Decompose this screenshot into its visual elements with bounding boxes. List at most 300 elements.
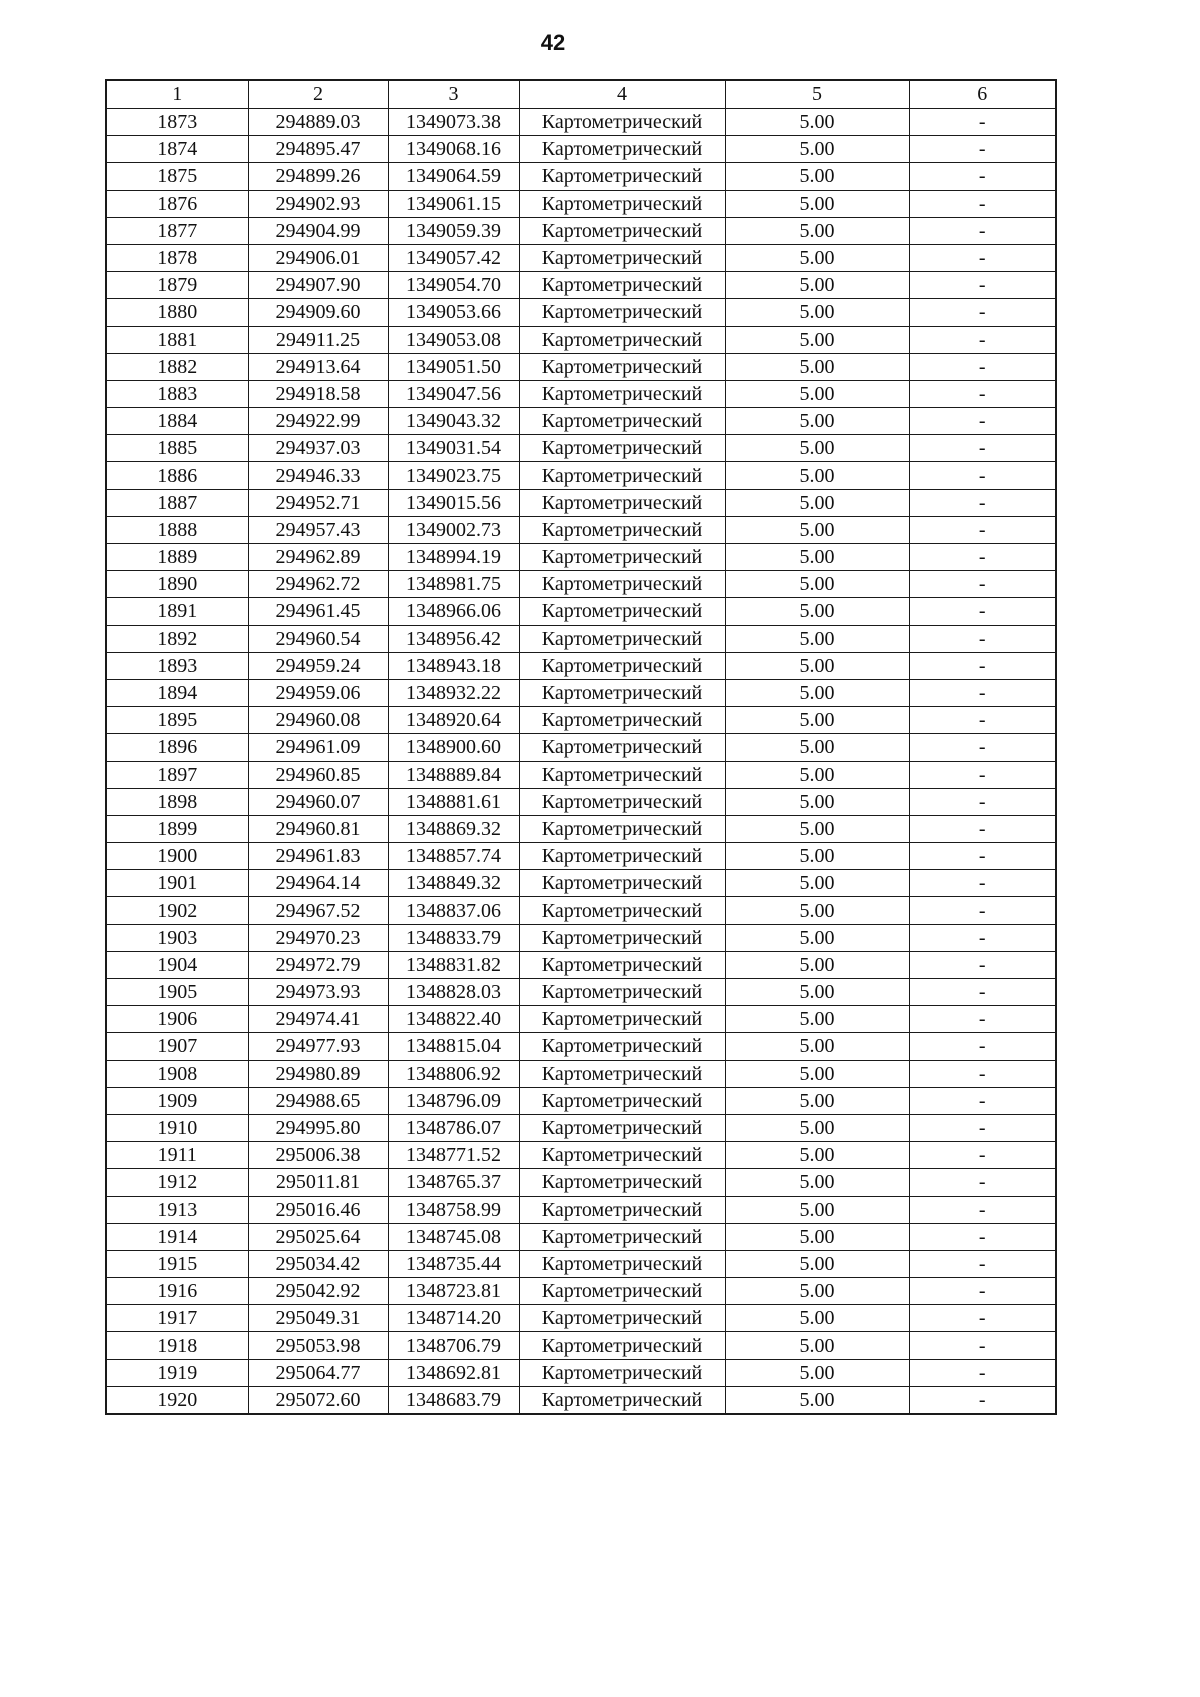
point-number-cell: 1902 (106, 897, 248, 924)
method-cell: Картометрический (519, 843, 725, 870)
x-coordinate-cell: 294977.93 (248, 1033, 388, 1060)
accuracy-cell: 5.00 (725, 598, 909, 625)
method-cell: Картометрический (519, 163, 725, 190)
note-cell: - (909, 815, 1056, 842)
note-cell: - (909, 788, 1056, 815)
x-coordinate-cell: 294967.52 (248, 897, 388, 924)
table-row (106, 734, 1056, 761)
y-coordinate-cell: 1348735.44 (388, 1250, 519, 1277)
note-cell: - (909, 462, 1056, 489)
x-coordinate-cell: 295006.38 (248, 1142, 388, 1169)
table-row (106, 190, 1056, 217)
x-coordinate-cell: 294952.71 (248, 489, 388, 516)
x-coordinate-cell: 294918.58 (248, 380, 388, 407)
accuracy-cell: 5.00 (725, 679, 909, 706)
column-header: 4 (519, 80, 725, 109)
method-cell: Картометрический (519, 462, 725, 489)
point-number-cell: 1892 (106, 625, 248, 652)
note-cell: - (909, 516, 1056, 543)
table-row (106, 924, 1056, 951)
note-cell: - (909, 489, 1056, 516)
x-coordinate-cell: 294922.99 (248, 408, 388, 435)
point-number-cell: 1899 (106, 815, 248, 842)
accuracy-cell: 5.00 (725, 815, 909, 842)
note-cell: - (909, 244, 1056, 271)
method-cell: Картометрический (519, 1060, 725, 1087)
accuracy-cell: 5.00 (725, 707, 909, 734)
accuracy-cell: 5.00 (725, 489, 909, 516)
note-cell: - (909, 761, 1056, 788)
note-cell: - (909, 136, 1056, 163)
x-coordinate-cell: 294889.03 (248, 109, 388, 136)
accuracy-cell: 5.00 (725, 1142, 909, 1169)
y-coordinate-cell: 1349002.73 (388, 516, 519, 543)
point-number-cell: 1920 (106, 1386, 248, 1414)
point-number-cell: 1878 (106, 244, 248, 271)
method-cell: Картометрический (519, 408, 725, 435)
y-coordinate-cell: 1348920.64 (388, 707, 519, 734)
method-cell: Картометрический (519, 598, 725, 625)
x-coordinate-cell: 294964.14 (248, 870, 388, 897)
point-number-cell: 1919 (106, 1359, 248, 1386)
note-cell: - (909, 652, 1056, 679)
y-coordinate-cell: 1348692.81 (388, 1359, 519, 1386)
x-coordinate-cell: 295053.98 (248, 1332, 388, 1359)
y-coordinate-cell: 1348837.06 (388, 897, 519, 924)
method-cell: Картометрический (519, 244, 725, 271)
point-number-cell: 1906 (106, 1006, 248, 1033)
table-row (106, 244, 1056, 271)
accuracy-cell: 5.00 (725, 462, 909, 489)
accuracy-cell: 5.00 (725, 1060, 909, 1087)
x-coordinate-cell: 295034.42 (248, 1250, 388, 1277)
point-number-cell: 1877 (106, 217, 248, 244)
accuracy-cell: 5.00 (725, 244, 909, 271)
point-number-cell: 1891 (106, 598, 248, 625)
method-cell: Картометрический (519, 1033, 725, 1060)
x-coordinate-cell: 295011.81 (248, 1169, 388, 1196)
y-coordinate-cell: 1349051.50 (388, 353, 519, 380)
note-cell: - (909, 1033, 1056, 1060)
table-row (106, 380, 1056, 407)
method-cell: Картометрический (519, 979, 725, 1006)
point-number-cell: 1916 (106, 1278, 248, 1305)
x-coordinate-cell: 294960.08 (248, 707, 388, 734)
method-cell: Картометрический (519, 435, 725, 462)
point-number-cell: 1873 (106, 109, 248, 136)
y-coordinate-cell: 1348849.32 (388, 870, 519, 897)
point-number-cell: 1904 (106, 951, 248, 978)
point-number-cell: 1915 (106, 1250, 248, 1277)
note-cell: - (909, 272, 1056, 299)
table-row (106, 707, 1056, 734)
point-number-cell: 1903 (106, 924, 248, 951)
note-cell: - (909, 1359, 1056, 1386)
x-coordinate-cell: 294970.23 (248, 924, 388, 951)
y-coordinate-cell: 1348786.07 (388, 1114, 519, 1141)
accuracy-cell: 5.00 (725, 1250, 909, 1277)
point-number-cell: 1886 (106, 462, 248, 489)
accuracy-cell: 5.00 (725, 1386, 909, 1414)
accuracy-cell: 5.00 (725, 435, 909, 462)
accuracy-cell: 5.00 (725, 897, 909, 924)
table-row (106, 1386, 1056, 1414)
x-coordinate-cell: 294937.03 (248, 435, 388, 462)
table-row (106, 299, 1056, 326)
x-coordinate-cell: 294980.89 (248, 1060, 388, 1087)
method-cell: Картометрический (519, 761, 725, 788)
method-cell: Картометрический (519, 1305, 725, 1332)
accuracy-cell: 5.00 (725, 951, 909, 978)
table-row (106, 1169, 1056, 1196)
table-row (106, 1142, 1056, 1169)
table-row (106, 1060, 1056, 1087)
accuracy-cell: 5.00 (725, 1359, 909, 1386)
table-row (106, 326, 1056, 353)
y-coordinate-cell: 1348889.84 (388, 761, 519, 788)
table-row (106, 897, 1056, 924)
method-cell: Картометрический (519, 1386, 725, 1414)
x-coordinate-cell: 294960.85 (248, 761, 388, 788)
point-number-cell: 1897 (106, 761, 248, 788)
method-cell: Картометрический (519, 190, 725, 217)
x-coordinate-cell: 294962.72 (248, 571, 388, 598)
point-number-cell: 1875 (106, 163, 248, 190)
y-coordinate-cell: 1348932.22 (388, 679, 519, 706)
y-coordinate-cell: 1349073.38 (388, 109, 519, 136)
method-cell: Картометрический (519, 1087, 725, 1114)
accuracy-cell: 5.00 (725, 843, 909, 870)
table-row (106, 353, 1056, 380)
x-coordinate-cell: 294961.45 (248, 598, 388, 625)
column-header: 1 (106, 80, 248, 109)
method-cell: Картометрический (519, 299, 725, 326)
method-cell: Картометрический (519, 1169, 725, 1196)
note-cell: - (909, 1332, 1056, 1359)
y-coordinate-cell: 1348966.06 (388, 598, 519, 625)
table-row (106, 109, 1056, 136)
column-header: 2 (248, 80, 388, 109)
x-coordinate-cell: 294959.06 (248, 679, 388, 706)
x-coordinate-cell: 294911.25 (248, 326, 388, 353)
x-coordinate-cell: 294972.79 (248, 951, 388, 978)
method-cell: Картометрический (519, 951, 725, 978)
note-cell: - (909, 870, 1056, 897)
point-number-cell: 1905 (106, 979, 248, 1006)
y-coordinate-cell: 1349061.15 (388, 190, 519, 217)
point-number-cell: 1888 (106, 516, 248, 543)
page-number: 42 (540, 30, 566, 55)
note-cell: - (909, 217, 1056, 244)
method-cell: Картометрический (519, 109, 725, 136)
table-header (106, 80, 1056, 109)
x-coordinate-cell: 294960.54 (248, 625, 388, 652)
note-cell: - (909, 1305, 1056, 1332)
table-row (106, 843, 1056, 870)
y-coordinate-cell: 1348831.82 (388, 951, 519, 978)
x-coordinate-cell: 294899.26 (248, 163, 388, 190)
method-cell: Картометрический (519, 516, 725, 543)
point-number-cell: 1874 (106, 136, 248, 163)
y-coordinate-cell: 1348771.52 (388, 1142, 519, 1169)
accuracy-cell: 5.00 (725, 870, 909, 897)
x-coordinate-cell: 294959.24 (248, 652, 388, 679)
accuracy-cell: 5.00 (725, 516, 909, 543)
method-cell: Картометрический (519, 217, 725, 244)
note-cell: - (909, 625, 1056, 652)
y-coordinate-cell: 1348981.75 (388, 571, 519, 598)
note-cell: - (909, 190, 1056, 217)
note-cell: - (909, 435, 1056, 462)
y-coordinate-cell: 1348765.37 (388, 1169, 519, 1196)
x-coordinate-cell: 295064.77 (248, 1359, 388, 1386)
accuracy-cell: 5.00 (725, 734, 909, 761)
table-row (106, 679, 1056, 706)
x-coordinate-cell: 295072.60 (248, 1386, 388, 1414)
note-cell: - (909, 843, 1056, 870)
method-cell: Картометрический (519, 1006, 725, 1033)
accuracy-cell: 5.00 (725, 272, 909, 299)
method-cell: Картометрический (519, 788, 725, 815)
accuracy-cell: 5.00 (725, 136, 909, 163)
method-cell: Картометрический (519, 136, 725, 163)
x-coordinate-cell: 294960.07 (248, 788, 388, 815)
table-row (106, 136, 1056, 163)
accuracy-cell: 5.00 (725, 625, 909, 652)
note-cell: - (909, 707, 1056, 734)
point-number-cell: 1912 (106, 1169, 248, 1196)
table-row (106, 788, 1056, 815)
note-cell: - (909, 1087, 1056, 1114)
table-row (106, 1278, 1056, 1305)
table-row (106, 1006, 1056, 1033)
method-cell: Картометрический (519, 1278, 725, 1305)
note-cell: - (909, 109, 1056, 136)
x-coordinate-cell: 294960.81 (248, 815, 388, 842)
table-row (106, 1250, 1056, 1277)
table-row (106, 1114, 1056, 1141)
y-coordinate-cell: 1348900.60 (388, 734, 519, 761)
y-coordinate-cell: 1348758.99 (388, 1196, 519, 1223)
note-cell: - (909, 326, 1056, 353)
note-cell: - (909, 544, 1056, 571)
y-coordinate-cell: 1349064.59 (388, 163, 519, 190)
accuracy-cell: 5.00 (725, 1196, 909, 1223)
note-cell: - (909, 979, 1056, 1006)
method-cell: Картометрический (519, 679, 725, 706)
table-row (106, 1223, 1056, 1250)
accuracy-cell: 5.00 (725, 109, 909, 136)
method-cell: Картометрический (519, 897, 725, 924)
accuracy-cell: 5.00 (725, 217, 909, 244)
point-number-cell: 1896 (106, 734, 248, 761)
table-row (106, 652, 1056, 679)
accuracy-cell: 5.00 (725, 1033, 909, 1060)
note-cell: - (909, 734, 1056, 761)
x-coordinate-cell: 294913.64 (248, 353, 388, 380)
method-cell: Картометрический (519, 1142, 725, 1169)
table-row (106, 625, 1056, 652)
point-number-cell: 1895 (106, 707, 248, 734)
accuracy-cell: 5.00 (725, 1114, 909, 1141)
accuracy-cell: 5.00 (725, 924, 909, 951)
accuracy-cell: 5.00 (725, 1278, 909, 1305)
note-cell: - (909, 679, 1056, 706)
x-coordinate-cell: 294974.41 (248, 1006, 388, 1033)
table-row (106, 1305, 1056, 1332)
point-number-cell: 1914 (106, 1223, 248, 1250)
note-cell: - (909, 924, 1056, 951)
x-coordinate-cell: 295049.31 (248, 1305, 388, 1332)
accuracy-cell: 5.00 (725, 163, 909, 190)
method-cell: Картометрический (519, 625, 725, 652)
y-coordinate-cell: 1349059.39 (388, 217, 519, 244)
y-coordinate-cell: 1349068.16 (388, 136, 519, 163)
method-cell: Картометрический (519, 1196, 725, 1223)
table-body (106, 109, 1056, 1415)
table-row (106, 1087, 1056, 1114)
accuracy-cell: 5.00 (725, 788, 909, 815)
x-coordinate-cell: 295025.64 (248, 1223, 388, 1250)
note-cell: - (909, 353, 1056, 380)
note-cell: - (909, 408, 1056, 435)
table-row (106, 761, 1056, 788)
method-cell: Картометрический (519, 353, 725, 380)
point-number-cell: 1907 (106, 1033, 248, 1060)
note-cell: - (909, 598, 1056, 625)
table-row (106, 598, 1056, 625)
y-coordinate-cell: 1348796.09 (388, 1087, 519, 1114)
method-cell: Картометрический (519, 326, 725, 353)
table-row (106, 571, 1056, 598)
x-coordinate-cell: 294909.60 (248, 299, 388, 326)
accuracy-cell: 5.00 (725, 190, 909, 217)
column-header: 5 (725, 80, 909, 109)
x-coordinate-cell: 294957.43 (248, 516, 388, 543)
note-cell: - (909, 571, 1056, 598)
table-row (106, 979, 1056, 1006)
table-row (106, 1196, 1056, 1223)
point-number-cell: 1881 (106, 326, 248, 353)
point-number-cell: 1876 (106, 190, 248, 217)
accuracy-cell: 5.00 (725, 1006, 909, 1033)
table-row (106, 272, 1056, 299)
accuracy-cell: 5.00 (725, 571, 909, 598)
table-row (106, 408, 1056, 435)
column-header: 3 (388, 80, 519, 109)
table-row (106, 1033, 1056, 1060)
x-coordinate-cell: 294946.33 (248, 462, 388, 489)
note-cell: - (909, 1060, 1056, 1087)
note-cell: - (909, 1169, 1056, 1196)
accuracy-cell: 5.00 (725, 326, 909, 353)
note-cell: - (909, 1006, 1056, 1033)
y-coordinate-cell: 1348828.03 (388, 979, 519, 1006)
note-cell: - (909, 380, 1056, 407)
y-coordinate-cell: 1349054.70 (388, 272, 519, 299)
point-number-cell: 1883 (106, 380, 248, 407)
x-coordinate-cell: 294988.65 (248, 1087, 388, 1114)
y-coordinate-cell: 1348943.18 (388, 652, 519, 679)
y-coordinate-cell: 1348806.92 (388, 1060, 519, 1087)
point-number-cell: 1900 (106, 843, 248, 870)
accuracy-cell: 5.00 (725, 299, 909, 326)
coordinates-table (105, 79, 1057, 1415)
accuracy-cell: 5.00 (725, 544, 909, 571)
method-cell: Картометрический (519, 1359, 725, 1386)
point-number-cell: 1887 (106, 489, 248, 516)
x-coordinate-cell: 295042.92 (248, 1278, 388, 1305)
table-row (106, 516, 1056, 543)
point-number-cell: 1909 (106, 1087, 248, 1114)
accuracy-cell: 5.00 (725, 1169, 909, 1196)
method-cell: Картометрический (519, 544, 725, 571)
point-number-cell: 1913 (106, 1196, 248, 1223)
point-number-cell: 1918 (106, 1332, 248, 1359)
table-row (106, 163, 1056, 190)
table-row (106, 462, 1056, 489)
x-coordinate-cell: 294906.01 (248, 244, 388, 271)
note-cell: - (909, 1196, 1056, 1223)
point-number-cell: 1885 (106, 435, 248, 462)
note-cell: - (909, 163, 1056, 190)
x-coordinate-cell: 294902.93 (248, 190, 388, 217)
method-cell: Картометрический (519, 734, 725, 761)
y-coordinate-cell: 1348956.42 (388, 625, 519, 652)
x-coordinate-cell: 294907.90 (248, 272, 388, 299)
header-row (106, 80, 1056, 109)
method-cell: Картометрический (519, 870, 725, 897)
accuracy-cell: 5.00 (725, 1087, 909, 1114)
x-coordinate-cell: 294995.80 (248, 1114, 388, 1141)
method-cell: Картометрический (519, 707, 725, 734)
x-coordinate-cell: 295016.46 (248, 1196, 388, 1223)
x-coordinate-cell: 294962.89 (248, 544, 388, 571)
point-number-cell: 1879 (106, 272, 248, 299)
point-number-cell: 1908 (106, 1060, 248, 1087)
accuracy-cell: 5.00 (725, 979, 909, 1006)
y-coordinate-cell: 1348822.40 (388, 1006, 519, 1033)
accuracy-cell: 5.00 (725, 1223, 909, 1250)
y-coordinate-cell: 1349053.66 (388, 299, 519, 326)
y-coordinate-cell: 1348745.08 (388, 1223, 519, 1250)
x-coordinate-cell: 294904.99 (248, 217, 388, 244)
y-coordinate-cell: 1348815.04 (388, 1033, 519, 1060)
note-cell: - (909, 1386, 1056, 1414)
method-cell: Картометрический (519, 380, 725, 407)
table-row (106, 951, 1056, 978)
method-cell: Картометрический (519, 652, 725, 679)
accuracy-cell: 5.00 (725, 1332, 909, 1359)
y-coordinate-cell: 1348714.20 (388, 1305, 519, 1332)
table-row (106, 435, 1056, 462)
point-number-cell: 1917 (106, 1305, 248, 1332)
y-coordinate-cell: 1349043.32 (388, 408, 519, 435)
point-number-cell: 1901 (106, 870, 248, 897)
method-cell: Картометрический (519, 924, 725, 951)
point-number-cell: 1890 (106, 571, 248, 598)
table-row (106, 870, 1056, 897)
point-number-cell: 1880 (106, 299, 248, 326)
y-coordinate-cell: 1349015.56 (388, 489, 519, 516)
x-coordinate-cell: 294895.47 (248, 136, 388, 163)
point-number-cell: 1889 (106, 544, 248, 571)
accuracy-cell: 5.00 (725, 652, 909, 679)
note-cell: - (909, 951, 1056, 978)
table-row (106, 544, 1056, 571)
method-cell: Картометрический (519, 1114, 725, 1141)
accuracy-cell: 5.00 (725, 353, 909, 380)
